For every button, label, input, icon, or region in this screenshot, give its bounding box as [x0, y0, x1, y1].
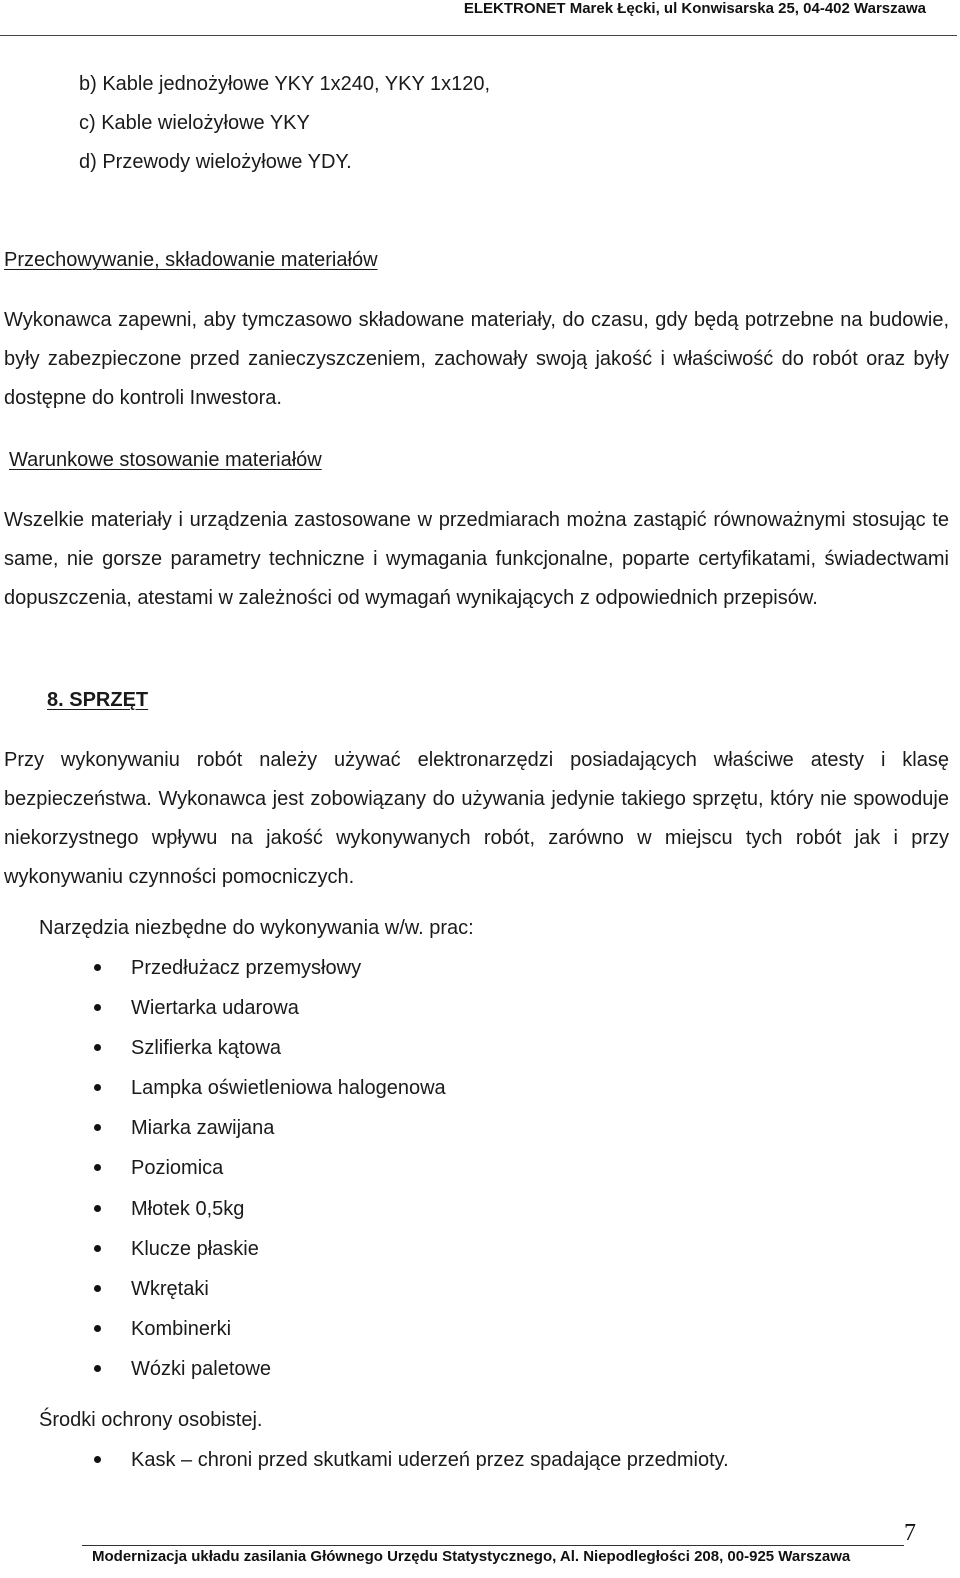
tool-item: Wiertarka udarowa — [131, 997, 299, 1019]
bullet-icon — [94, 1325, 101, 1332]
bullet-icon — [94, 1245, 101, 1252]
tool-item: Kombinerki — [131, 1318, 232, 1340]
bullet-icon — [94, 1004, 101, 1011]
tool-item: Klucze płaskie — [131, 1238, 259, 1260]
bullet-icon — [94, 1164, 101, 1171]
tool-item: Lampka oświetleniowa halogenowa — [131, 1077, 446, 1099]
tool-item: Poziomica — [131, 1157, 224, 1179]
bullet-icon — [94, 1205, 101, 1212]
conditional-use-paragraph: Wszelkie materiały i urządzenia zastosowane w przedmiarach można zastąpić równoważnymi stosując te same, nie gorsze parametry techniczne i wymagania funkcjonalne, poparte certyfikatami, świadectwami dopuszczenia, atestami w zależności od wymagań wynikających z odpowiednich przepisów. — [4, 509, 949, 609]
ppe-heading: Środki ochrony osobistej. — [39, 1409, 263, 1431]
page-number: 7 — [904, 1520, 916, 1546]
bullet-icon — [94, 1456, 101, 1463]
cable-list-item: c) Kable wielożyłowe YKY — [79, 112, 310, 134]
storage-heading: Przechowywanie, składowanie materiałów — [4, 249, 378, 271]
equipment-heading: 8. SPRZĘT — [47, 689, 149, 711]
page-footer: Modernizacja układu zasilania Głównego Urzędu Statystycznego, Al. Niepodległości 208, 00-925 Warszawa — [92, 1548, 851, 1565]
tool-item: Miarka zawijana — [131, 1117, 275, 1139]
tool-item: Wózki paletowe — [131, 1358, 272, 1380]
bullet-icon — [94, 1124, 101, 1131]
bullet-icon — [94, 1365, 101, 1372]
tool-item: Wkrętaki — [131, 1278, 209, 1300]
tool-item: Szlifierka kątowa — [131, 1037, 282, 1059]
bullet-icon — [94, 1285, 101, 1292]
bullet-icon — [94, 1044, 101, 1051]
tool-item: Młotek 0,5kg — [131, 1198, 245, 1220]
tools-heading: Narzędzia niezbędne do wykonywania w/w. prac: — [39, 917, 474, 939]
ppe-item: Kask – chroni przed skutkami uderzeń przez spadające przedmioty. — [131, 1449, 729, 1471]
cable-list-item: b) Kable jednożyłowe YKY 1x240, YKY 1x120, — [79, 73, 491, 95]
header-divider — [0, 35, 957, 36]
tool-item: Przedłużacz przemysłowy — [131, 957, 362, 979]
equipment-paragraph: Przy wykonywaniu robót należy używać elektronarzędzi posiadających właściwe atesty i klasę bezpieczeństwa. Wykonawca jest zobowiązany do używania jedynie takiego sprzętu, który nie spowoduje niekorzystnego wpływu na jakość wykonywanych robót, zarówno w miejscu tych robót jak i przy wykonywaniu czynności pomocniczych. — [4, 749, 949, 888]
bullet-icon — [94, 964, 101, 971]
storage-paragraph: Wykonawca zapewni, aby tymczasowo składowane materiały, do czasu, gdy będą potrzebne na budowie, były zabezpieczone przed zanieczyszczeniem, zachowały swoją jakość i właściwość do robót oraz były dostępne do kontroli Inwestora. — [4, 309, 949, 409]
footer-divider — [82, 1545, 904, 1546]
conditional-use-heading: Warunkowe stosowanie materiałów — [9, 449, 322, 471]
page-header: ELEKTRONET Marek Łęcki, ul Konwisarska 25, 04-402 Warszawa — [463, 0, 926, 17]
cable-list-item: d) Przewody wielożyłowe YDY. — [79, 151, 352, 173]
bullet-icon — [94, 1084, 101, 1091]
